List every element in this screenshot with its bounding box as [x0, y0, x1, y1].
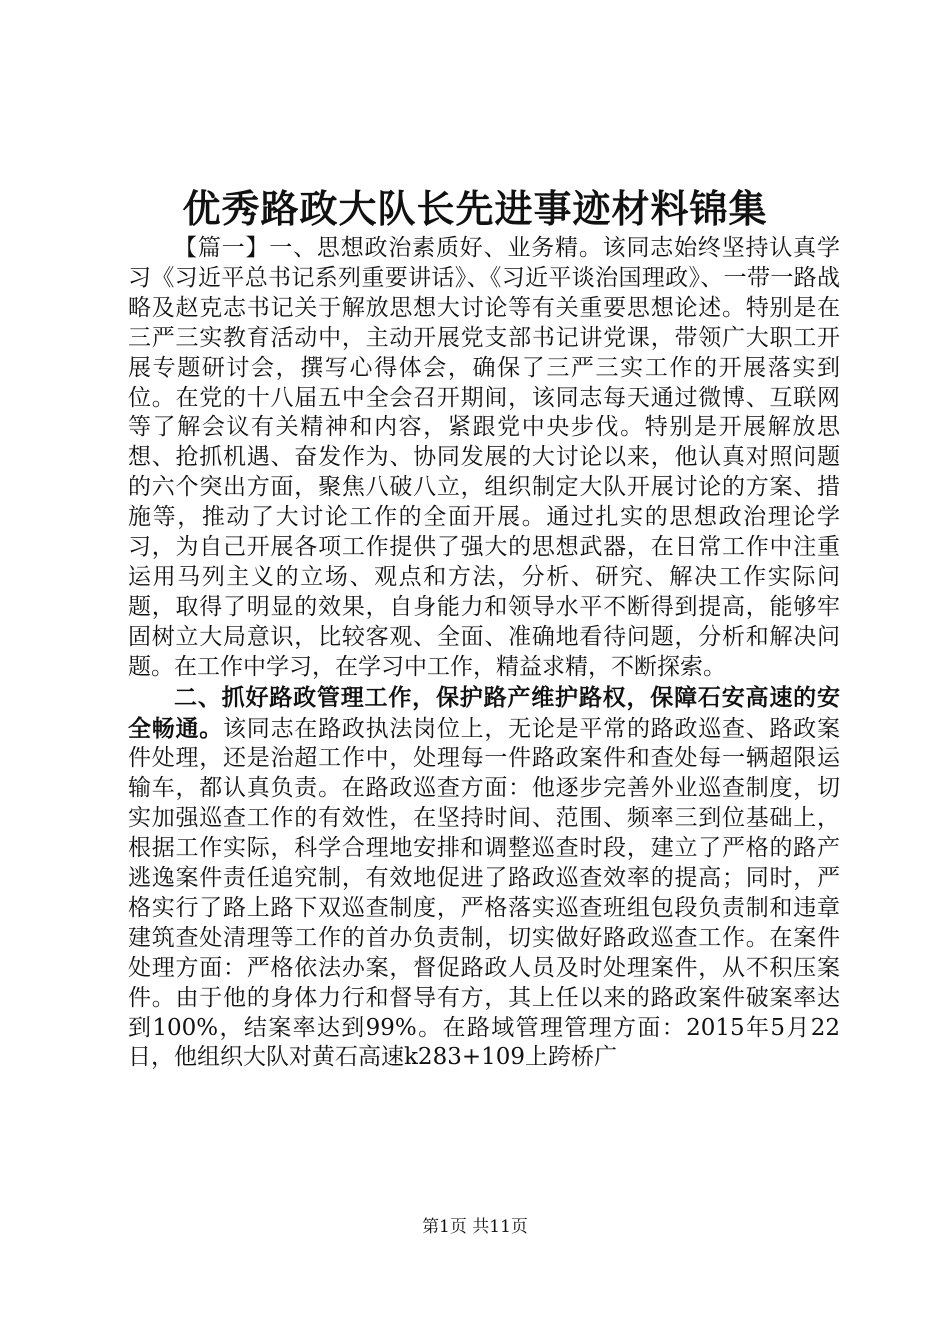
paragraph-1-text: 【篇一】一、思想政治素质好、业务精。该同志始终坚持认真学习《习近平总书记系列重要讲话》、《习近平谈治国理政》、一带一路战略及赵克志书记关于解放思想大讨论等有关重要思想论述。特别是在三严三实教育活动中，主动开展党支部书记讲党课，带领广大职工开展专题研讨会，撰写心得体会，确保了三严三实工作的开展落实到位。在党的十八届五中全会召开期间，该同志每天通过微博、互联网等了解会议有关精神和内容，紧跟党中央步伐。特别是开展解放思想、抢抓机遇、奋发作为、协同发展的大讨论以来，他认真对照问题的六个突出方面，聚焦八破八立，组织制定大队开展讨论的方案、措施等，推动了大讨论工作的全面开展。通过扎实的思想政治理论学习，为自己开展各项工作提供了强大的思想武器，在日常工作中注重运用马列主义的立场、观点和方法，分析、研究、解决工作实际问题，取得了明显的效果，自身能力和领导水平不断得到提高，能够牢固树立大局意识，比较客观、全面、准确地看待问题，分析和解决问题。在工作中学习，在学习中工作，精益求精，不断探索。 [128, 235, 840, 680]
document-body [128, 234, 840, 1073]
document-title: 优秀路政大队长先进事迹材料锦集 [182, 186, 768, 231]
paragraph-2 [128, 683, 840, 1074]
paragraph-1 [128, 234, 840, 683]
paragraph-2-text: 该同志在路政执法岗位上，无论是平常的路政巡查、路政案件处理，还是治超工作中，处理每一件路政案件和查处每一辆超限运输车，都认真负责。在路政巡查方面：他逐步完善外业巡查制度，切实加强巡查工作的有效性，在坚持时间、范围、频率三到位基础上，根据工作实际，科学合理地安排和调整巡查时段，建立了严格的路产逃逸案件责任追究制，有效地促进了路政巡查效率的提高；同时，严格实行了路上路下双巡查制度，严格落实巡查班组包段负责制和违章建筑查处清理等工作的首办负责制，切实做好路政巡查工作。在案件处理方面：严格依法办案，督促路政人员及时处理案件，从不积压案件。由于他的身体力行和督导有方，其上任以来的路政案件破案率达到100%，结案率达到99%。在路域管理管理方面：2015年5月22日，他组织大队对黄石高速k283+109上跨桥广 [128, 715, 841, 1071]
paragraph-2-heading: 二、抓好路政管理工作，保护路产维护路权，保障石安高速的安全畅通。 [128, 683, 840, 742]
page-footer: 第1页 共11页 [422, 1217, 528, 1237]
